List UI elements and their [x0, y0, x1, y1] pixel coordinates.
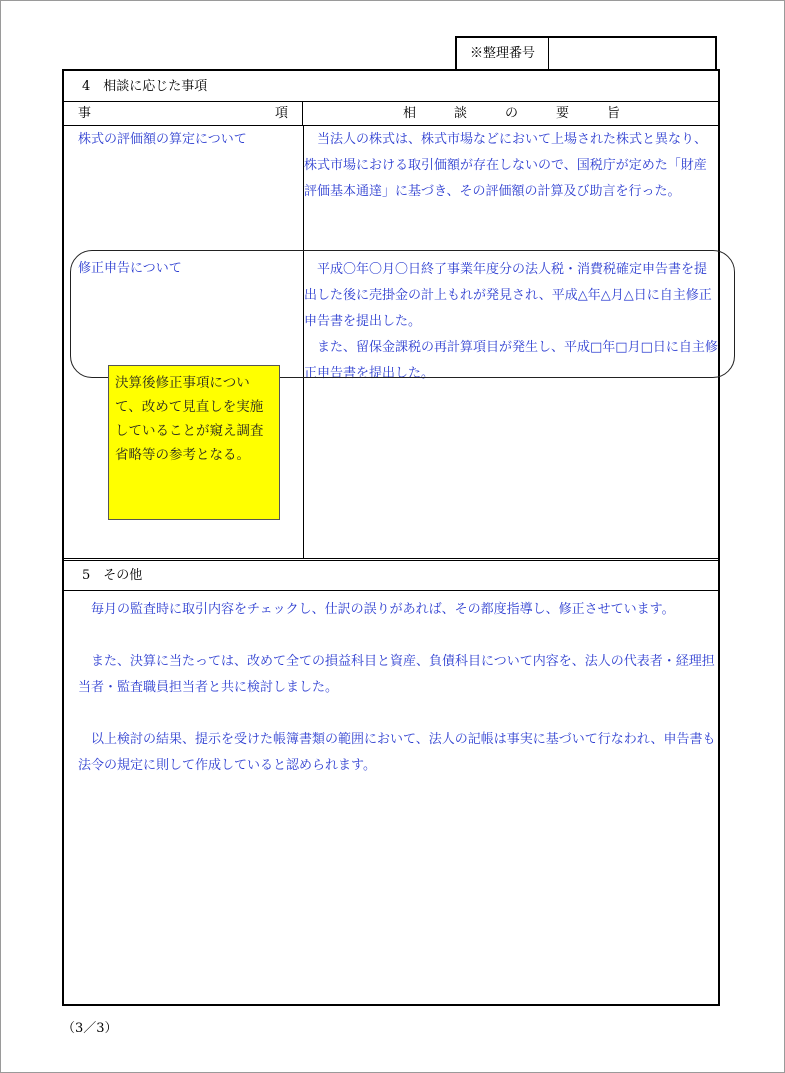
other-paragraph-1: 毎月の監査時に取引内容をチェックし、仕訳の誤りがあれば、その都度指導し、修正させています。 — [91, 602, 675, 617]
column-header-summary — [303, 102, 720, 126]
other-paragraph-3: 以上検討の結果、提示を受けた帳簿書類の範囲において、法人の記帳は事実に基づいて行なわれ、申告書も法令の規定に則して作成していると認められます。 — [78, 732, 716, 773]
column-header-summary-char: 相 — [403, 106, 417, 121]
document-frame — [62, 69, 720, 1006]
section4-title: 4 相談に応じた事項 — [64, 71, 718, 102]
column-header-topic — [64, 102, 303, 126]
page-number: （3／3） — [62, 1021, 118, 1036]
summary-stock-valuation: 当法人の株式は、株式市場などにおいて上場された株式と異なり、株式市場における取引価額が存在しないので、国税庁が定めた「財産評価基本通達」に基づき、その評価額の計算及び助言を行った。 — [304, 132, 708, 199]
column-header-topic-char: 項 — [274, 106, 288, 121]
column-header-topic-char: 事 — [78, 106, 92, 121]
summary-amended-return-1: 平成〇年〇月〇日終了事業年度分の法人税・消費税確定申告書を提出した後に売掛金の計上もれが発見され、平成△年△月△日に自主修正申告書を提出した。 — [304, 262, 712, 329]
annotation-callout: 決算後修正事項について、改めて見直しを実施していることが窺え調査省略等の参考となる。 — [108, 365, 280, 520]
other-paragraph-2: また、決算に当たっては、改めて全ての損益科目と資産、負債科目について内容を、法人の代表者・経理担当者・監査職員担当者と共に検討しました。 — [78, 654, 715, 695]
reference-number-label: ※整理番号 — [457, 38, 549, 69]
section5-title: 5 その他 — [64, 561, 718, 591]
reference-number-box — [455, 36, 717, 69]
column-header-summary-char: 旨 — [606, 106, 620, 121]
column-header-summary-char: 談 — [453, 106, 467, 121]
topic-stock-valuation: 株式の評価額の算定について — [78, 132, 247, 147]
column-header-summary-char: の — [504, 106, 518, 121]
column-header-summary-char: 要 — [555, 106, 569, 121]
highlight-outline — [70, 250, 735, 378]
topic-amended-return: 修正申告について — [78, 261, 182, 276]
summary-amended-return-2: また、留保金課税の再計算項目が発生し、平成□年□月□日に自主修正申告書を提出した。 — [304, 340, 718, 381]
